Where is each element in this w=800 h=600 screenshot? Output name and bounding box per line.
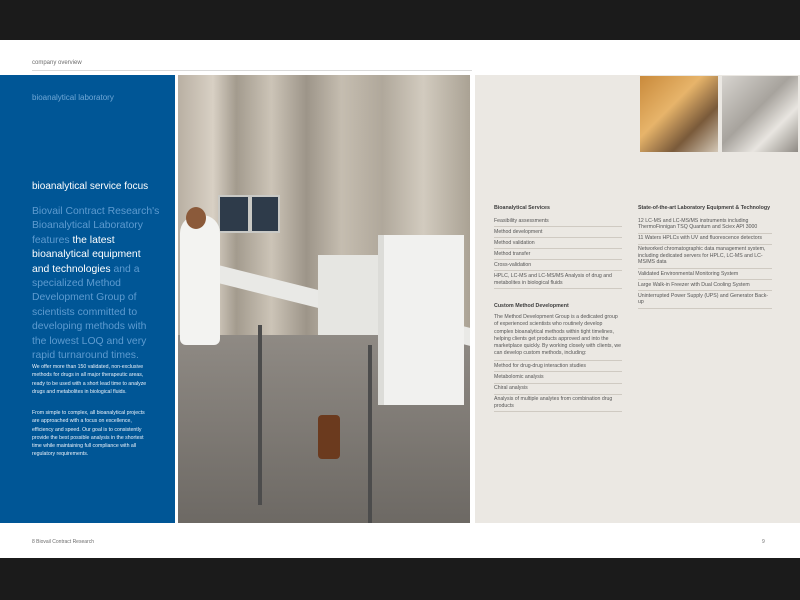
section-label: company overview (32, 60, 82, 66)
bottom-frame-bar (0, 558, 800, 600)
blue-intro-panel (0, 75, 175, 523)
services-column (494, 205, 622, 412)
list-item: Uninterrupted Power Supply (UPS) and Generator Back-up (638, 291, 772, 309)
top-frame-bar (0, 0, 800, 40)
photo-scientist (180, 215, 220, 345)
list-item: Analysis of multiple analytes from combination drug products (494, 395, 622, 413)
list-item: Feasibility assessments (494, 216, 622, 227)
list-item: 11 Waters HPLCs with UV and fluorescence detectors (638, 234, 772, 245)
footer-page-number: 9 (762, 539, 765, 545)
photo-mass-spectrometer (378, 235, 464, 405)
list-item: Method validation (494, 238, 622, 249)
panel-intro (32, 205, 160, 363)
panel-body-1: We offer more than 150 validated, non-exclusive methods for drugs in all major therapeutic areas, ready to be used with a short lead time to analyze drugs and metabolites in biological fluids. (32, 364, 147, 395)
header-rule (32, 70, 472, 71)
list-item: 12 LC-MS and LC-MS/MS instruments including ThermoFinnigan TSQ Quantum and Sciex API 3000 (638, 216, 772, 234)
services-list (494, 216, 622, 289)
list-item: Validated Environmental Monitoring System (638, 269, 772, 280)
list-item: HPLC, LC-MS and LC-MS/MS Analysis of drug and metabolites in biological fluids (494, 271, 622, 289)
panel-body-2: From simple to complex, all bioanalytical projects are approached with a focus on excellence, efficiency and speed. Our goal is to consistently provide the best possible analysis in the shortest time while maintaining full compliance with all regulatory requirements. (32, 410, 145, 458)
photo-bottle (318, 415, 340, 459)
photo-instrument (318, 255, 378, 335)
lab-thumbnail-photo-1 (640, 76, 718, 152)
panel-subtitle: bioanalytical laboratory (32, 93, 114, 102)
photo-monitor (218, 195, 250, 233)
lab-thumbnail-photo-2 (722, 76, 798, 152)
intro-part-1: Biovail Contract Research's Bioanalytical Laboratory features (32, 206, 160, 246)
photo-monitor (250, 195, 280, 233)
equipment-column (638, 205, 772, 309)
photo-bench-leg (258, 325, 262, 505)
list-item: Cross-validation (494, 260, 622, 271)
custom-method-list (494, 361, 622, 412)
laboratory-photo (178, 75, 470, 523)
list-item: Chiral analysis (494, 384, 622, 395)
list-item: Networked chromatographic data management system, including dedicated servers for HPLC, LC-MS and LC-MS/MS data (638, 245, 772, 269)
photo-scientist-head (186, 207, 206, 229)
intro-highlight: the latest bioanalytical equipment and technologies (32, 234, 141, 275)
custom-method-paragraph: The Method Development Group is a dedicated group of experienced scientists who routinely develop complex bioanalytical methods within tight timelines, helping clients get products approved and into the marketplace quickly. By working closely with clients, we can develop custom methods, including: (494, 314, 622, 361)
intro-part-2: and a specialized Method Development Group of scientists committed to developing methods with the lowest LOQ and very rapid turnaround times. (32, 263, 147, 362)
list-item: Metabolomic analysis (494, 372, 622, 383)
photo-bench-leg (368, 345, 372, 523)
list-item: Method development (494, 227, 622, 238)
custom-method-heading: Custom Method Development (494, 303, 569, 310)
equipment-heading: State-of-the-art Laboratory Equipment & Technology (638, 205, 771, 211)
list-item: Method transfer (494, 249, 622, 260)
list-item: Large Walk-in Freezer with Dual Cooling System (638, 280, 772, 291)
equipment-list (638, 216, 772, 309)
footer-left: 8 Biovail Contract Research (32, 539, 94, 545)
list-item: Method for drug-drug interaction studies (494, 361, 622, 372)
panel-title: bioanalytical service focus (32, 181, 149, 192)
services-heading: Bioanalytical Services (494, 205, 550, 211)
